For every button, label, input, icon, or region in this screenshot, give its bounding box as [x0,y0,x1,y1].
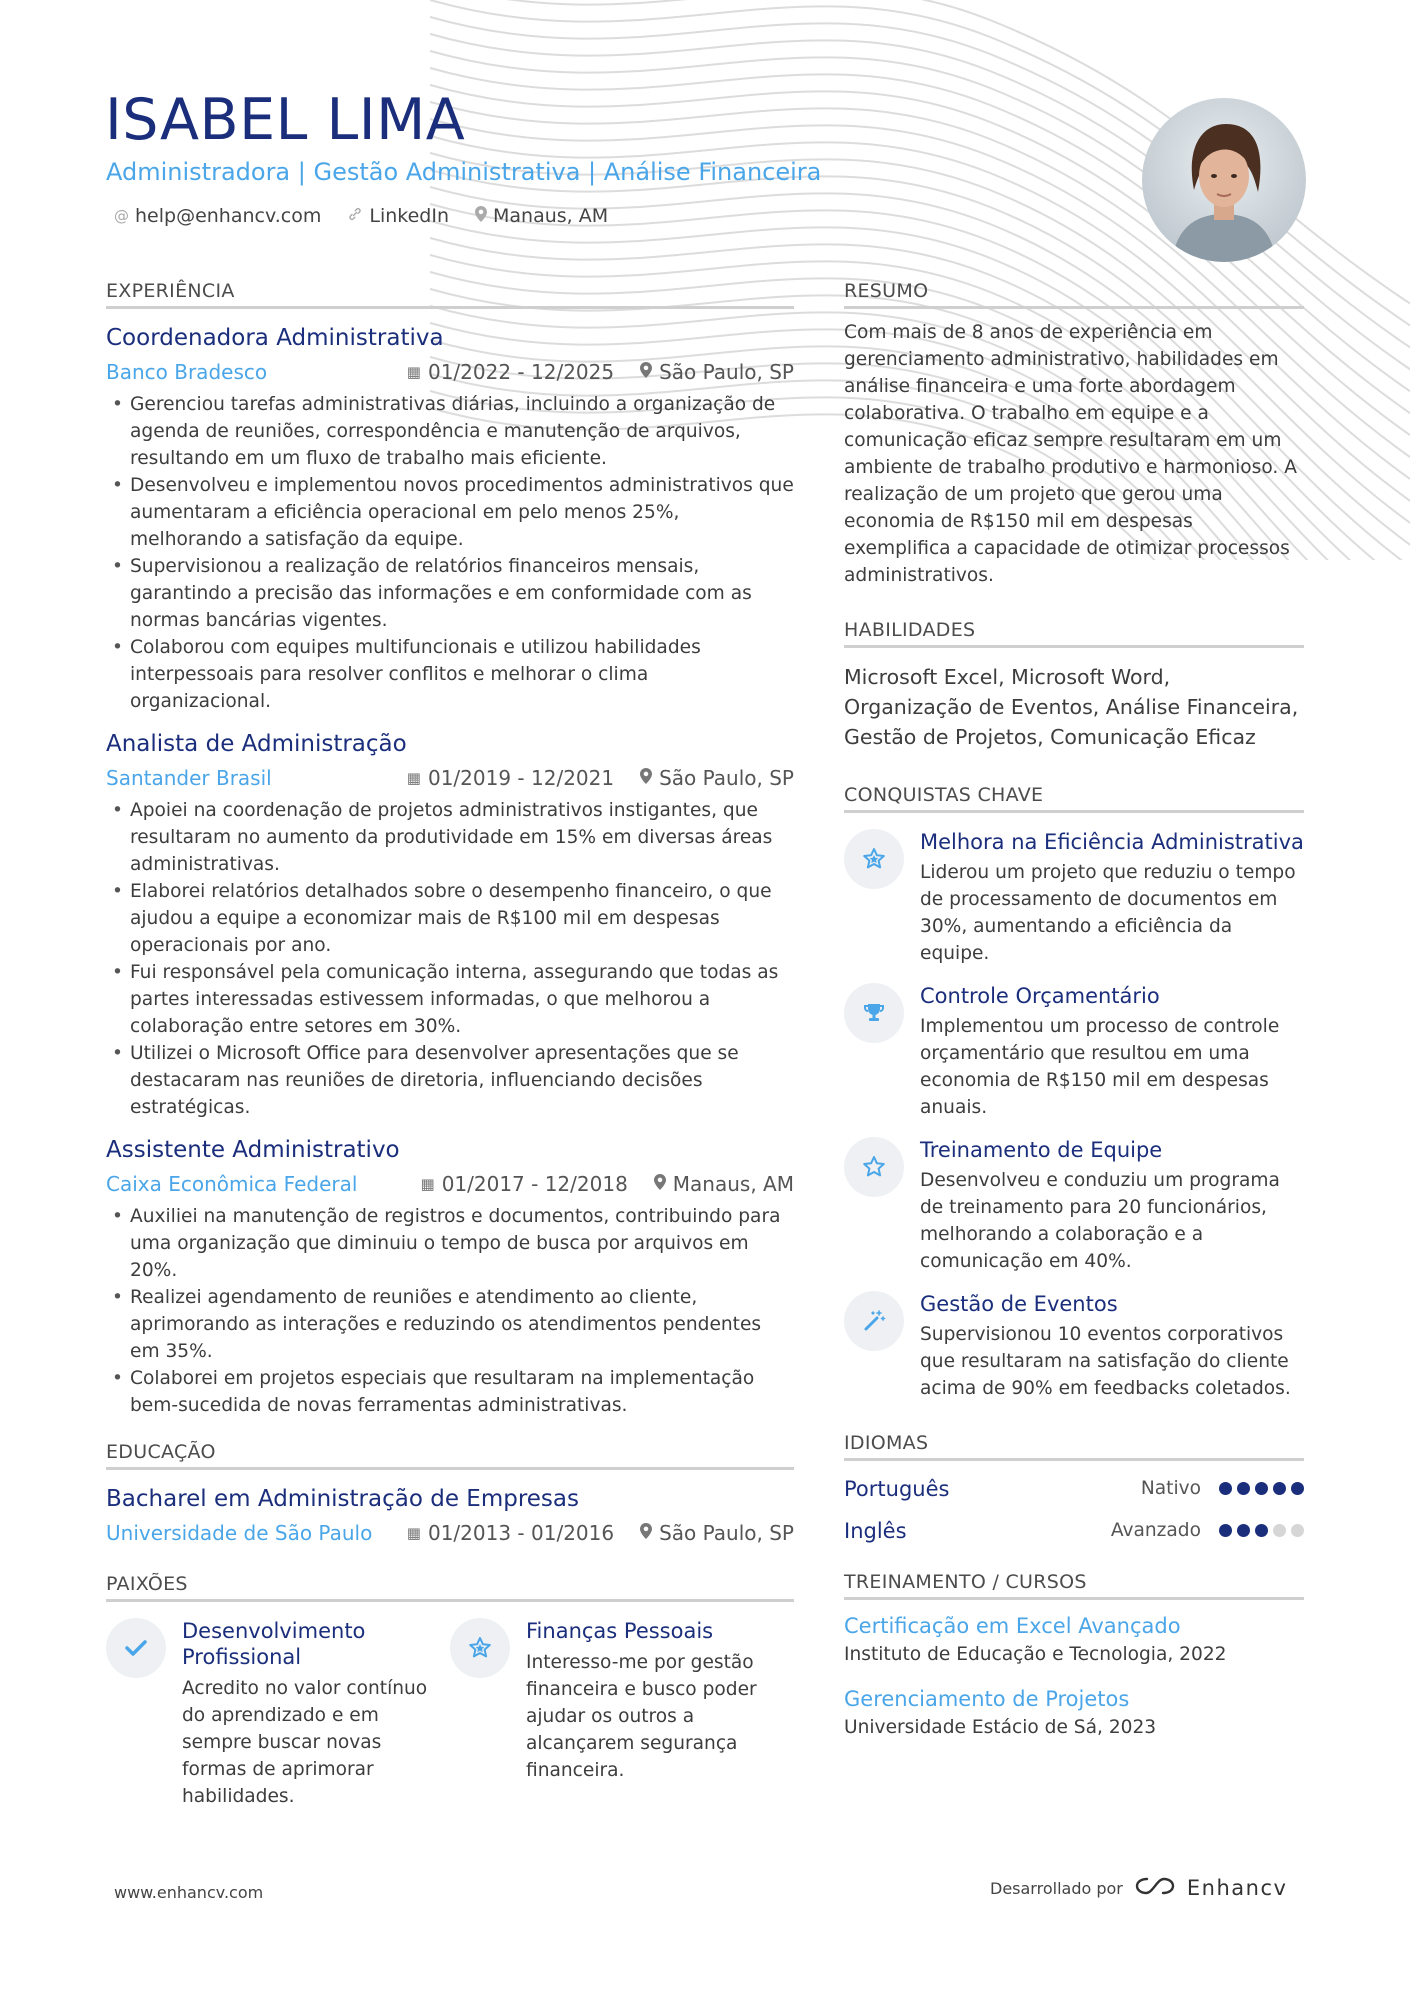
level-dot [1255,1524,1268,1537]
language-name: Português [844,1476,950,1501]
section-title-passions: PAIXÕES [106,1573,794,1602]
language-level: Nativo [1140,1478,1201,1499]
job-location [640,766,794,790]
course-title: Gerenciamento de Projetos [844,1687,1130,1711]
course-item [844,1614,1304,1665]
education-school: Universidade de São Paulo [106,1521,373,1545]
job-bullet: • Elaborei relatórios detalhados sobre o desempenho financeiro, o que ajudou a equipe a economizar mais de R$100 mil em despesas operacionais por ano. [106,878,794,959]
star-outline-icon [844,1137,904,1197]
language-level-dots [1219,1482,1304,1495]
job-entry [106,731,794,1121]
calendar-icon: ▦ [420,1175,435,1193]
achievement-item [844,1137,1304,1275]
education-meta [106,1521,794,1545]
course-institution: Instituto de Educação e Tecnologia, 2022 [844,1644,1227,1665]
level-dot [1219,1482,1232,1495]
contact-row [114,205,608,227]
achievement-item [844,983,1304,1121]
job-bullet: • Realizei agendamento de reuniões e atendimento ao cliente, aprimorando as interações e reduzindo os atendimentos pendentes em 35%. [106,1284,794,1365]
language-row [844,1516,1304,1545]
education-location-text: São Paulo, SP [659,1521,794,1545]
level-dot [1291,1524,1304,1537]
location-pin-icon [640,768,652,788]
achievement-title: Melhora na Eficiência Administrativa [920,830,1304,854]
candidate-subtitle: Administradora | Gestão Administrativa | Análise Financeira [106,158,822,186]
passion-title: Desenvolvimento Profissional [182,1619,366,1669]
star-badge-icon [844,829,904,889]
job-bullet: • Utilizei o Microsoft Office para desenvolver apresentações que se destacaram nas reuniões de diretoria, influenciando decisões estratégicas. [106,1040,794,1121]
brand-name: Enhancv [1186,1876,1288,1900]
job-dates-text: 01/2019 - 12/2021 [427,766,615,790]
course-title: Certificação em Excel Avançado [844,1614,1181,1638]
job-bullet: • Colaborei em projetos especiais que resultaram na implementação bem-sucedida de novas ferramentas administrativas. [106,1365,794,1419]
job-company: Caixa Econômica Federal [106,1172,358,1196]
footer-branding [990,1874,1287,1902]
achievement-desc: Implementou um processo de controle orçamentário que resultou em uma economia de R$150 mil em despesas anuais. [920,1016,1280,1118]
level-dot [1291,1482,1304,1495]
skills-text: Microsoft Excel, Microsoft Word, Organização de Eventos, Análise Financeira, Gestão de Projetos, Comunicação Eficaz [844,665,1299,749]
achievement-item [844,829,1304,967]
job-title: Analista de Administração [106,731,407,757]
job-title: Assistente Administrativo [106,1137,400,1163]
check-icon [106,1618,166,1678]
course-institution: Universidade Estácio de Sá, 2023 [844,1717,1157,1738]
achievement-item [844,1291,1304,1402]
summary-text: Com mais de 8 anos de experiência em gerenciamento administrativo, habilidades em análise financeira e uma forte abordagem colaborativa. O trabalho em equipe e a comunicação eficaz sempre resultaram em um ambiente de trabalho produtivo e harmonioso. A realização de um projeto que gerou uma economia de R$150 mil em despesas exemplifica a capacidade de otimizar processos administrativos. [844,322,1297,586]
section-title-courses: TREINAMENTO / CURSOS [844,1571,1304,1600]
job-bullet: • Apoiei na coordenação de projetos administrativos instigantes, que resultaram no aumento da produtividade em 15% em diversas áreas administrativas. [106,797,794,878]
job-location-text: São Paulo, SP [659,360,794,384]
passion-title: Finanças Pessoais [526,1619,714,1643]
level-dot [1255,1482,1268,1495]
job-meta [106,1172,794,1196]
job-list [106,325,794,1419]
education-dates-text: 01/2013 - 01/2016 [427,1521,615,1545]
job-bullets [106,797,794,1121]
job-entry [106,325,794,715]
contact-location [475,205,608,227]
language-row [844,1474,1304,1503]
job-bullet: • Colaborou com equipes multifuncionais e utilizou habilidades interpessoais para resolver conflitos e melhorar o clima organizacional. [106,634,794,715]
job-bullets [106,391,794,715]
job-title: Coordenadora Administrativa [106,325,444,351]
enhancv-logo-icon [1133,1874,1177,1902]
passion-desc: Acredito no valor contínuo do aprendizado e em sempre buscar novas formas de aprimorar habilidades. [182,1678,428,1807]
level-dot [1237,1524,1250,1537]
left-column [106,280,794,1810]
job-dates-text: 01/2022 - 12/2025 [427,360,615,384]
language-name: Inglês [844,1518,907,1543]
email-text: help@enhancv.com [135,205,322,227]
education-degree: Bacharel em Administração de Empresas [106,1486,579,1512]
education-dates [407,1521,614,1545]
job-bullet: • Auxiliei na manutenção de registros e documentos, contribuindo para uma organização que diminuiu o tempo de busca por arquivos em 20%. [106,1203,794,1284]
section-title-education: EDUCAÇÃO [106,1441,794,1470]
level-dot [1273,1482,1286,1495]
section-title-skills: HABILIDADES [844,619,1304,648]
achievement-desc: Supervisionou 10 eventos corporativos que resultaram na satisfação do cliente acima de 90% em feedbacks coletados. [920,1324,1291,1399]
achievement-title: Controle Orçamentário [920,984,1160,1008]
footer-website[interactable]: www.enhancv.com [114,1883,264,1902]
calendar-icon: ▦ [406,769,421,787]
job-bullets [106,1203,794,1419]
candidate-name: ISABEL LIMA [105,87,466,153]
passion-list [106,1618,794,1810]
job-location-text: Manaus, AM [672,1172,794,1196]
course-list [844,1614,1304,1738]
job-location-text: São Paulo, SP [659,766,794,790]
job-dates [407,766,614,790]
job-dates-text: 01/2017 - 12/2018 [441,1172,628,1196]
profile-photo [1142,98,1306,262]
at-icon: @ [114,207,129,225]
section-title-languages: IDIOMAS [844,1432,1304,1461]
job-company: Banco Bradesco [106,360,268,384]
linkedin-text: LinkedIn [369,205,450,227]
star-icon [450,1618,510,1678]
location-pin-icon [640,362,652,382]
passion-desc: Interesso-me por gestão financeira e busco poder ajudar os outros a alcançarem segurança financeira. [526,1652,757,1781]
location-text: Manaus, AM [493,205,609,227]
job-bullet: • Gerenciou tarefas administrativas diárias, incluindo a organização de agenda de reuniões, correspondência e manutenção de arquivos, resultando em um fluxo de trabalho mais eficiente. [106,391,794,472]
section-title-experience: EXPERIÊNCIA [106,280,794,309]
achievement-title: Treinamento de Equipe [920,1138,1163,1162]
education-location [640,1521,794,1545]
section-title-summary: RESUMO [844,280,1304,309]
section-title-achievements: CONQUISTAS CHAVE [844,784,1304,813]
job-bullet: • Supervisionou a realização de relatórios financeiros mensais, garantindo a precisão das informações e em conformidade com as normas bancárias vigentes. [106,553,794,634]
job-location [654,1172,794,1196]
location-pin-icon [640,1523,652,1543]
language-level: Avanzado [1110,1520,1201,1541]
contact-linkedin[interactable] [347,205,449,227]
language-list [844,1474,1304,1545]
contact-email[interactable] [114,205,321,227]
job-entry [106,1137,794,1419]
level-dot [1219,1524,1232,1537]
job-bullet: • Desenvolveu e implementou novos procedimentos administrativos que aumentaram a eficiência operacional em pelo menos 25%, melhorando a satisfação da equipe. [106,472,794,553]
achievement-title: Gestão de Eventos [920,1292,1118,1316]
achievement-desc: Liderou um projeto que reduziu o tempo de processamento de documentos em 30%, aumentando a eficiência da equipe. [920,862,1296,964]
job-dates [421,1172,628,1196]
right-column [844,280,1304,1738]
job-location [640,360,794,384]
job-bullet: • Fui responsável pela comunicação interna, assegurando que todas as partes interessadas estivessem informadas, o que melhorou a colaboração entre setores em 30%. [106,959,794,1040]
location-pin-icon [475,206,487,226]
level-dot [1237,1482,1250,1495]
achievement-desc: Desenvolveu e conduziu um programa de treinamento para 20 funcionários, melhorando a colaboração e a comunicação em 40%. [920,1170,1280,1272]
magic-wand-icon [844,1291,904,1351]
job-meta [106,766,794,790]
passion-item [106,1618,450,1810]
achievement-list [844,829,1304,1402]
link-icon [347,206,363,226]
course-item [844,1687,1304,1738]
location-pin-icon [654,1174,666,1194]
trophy-icon [844,983,904,1043]
language-level-dots [1219,1524,1304,1537]
job-dates [407,360,614,384]
job-company: Santander Brasil [106,766,272,790]
job-meta [106,360,794,384]
passion-item [450,1618,794,1810]
powered-by-text: Desarrollado por [990,1878,1123,1898]
calendar-icon: ▦ [406,1524,421,1542]
calendar-icon: ▦ [406,363,421,381]
level-dot [1273,1524,1286,1537]
